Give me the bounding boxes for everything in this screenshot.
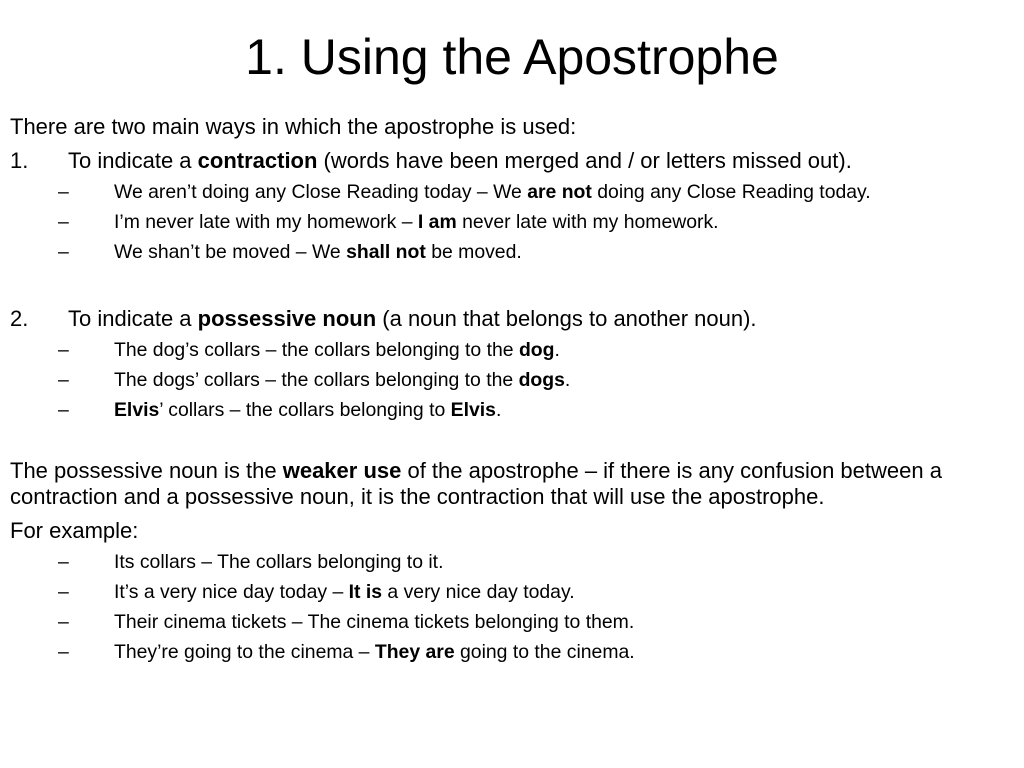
dash-bullet: – xyxy=(58,181,69,203)
example-text: I’m never late with my homework – I am never late with my homework. xyxy=(114,211,719,233)
example-text: The dogs’ collars – the collars belonging to the dogs. xyxy=(114,369,571,391)
example-item xyxy=(10,180,1014,204)
example-item xyxy=(10,210,1014,234)
slide-content xyxy=(10,114,1014,664)
example-text: The dog’s collars – the collars belonging to the dog. xyxy=(114,339,560,361)
example-text: We aren’t doing any Close Reading today – We are not doing any Close Reading today. xyxy=(114,181,871,203)
slide-title: 1. Using the Apostrophe xyxy=(245,29,779,85)
dash-bullet: – xyxy=(58,241,69,263)
example-text: They’re going to the cinema – They are going to the cinema. xyxy=(114,641,635,663)
for-example-label: For example: xyxy=(10,518,139,543)
dash-bullet: – xyxy=(58,581,69,603)
dash-bullet: – xyxy=(58,339,69,361)
item-number: 2. xyxy=(10,306,29,331)
example-text: Their cinema tickets – The cinema tickets belonging to them. xyxy=(114,611,635,633)
example-text: It’s a very nice day today – It is a very nice day today. xyxy=(114,581,575,603)
example-text: Elvis’ collars – the collars belonging to Elvis. xyxy=(114,399,502,421)
example-item xyxy=(10,580,1014,604)
bold-term: weaker use xyxy=(282,458,402,483)
example-item xyxy=(10,398,1014,422)
dash-bullet: – xyxy=(58,399,69,421)
example-text: We shan’t be moved – We shall not be moved. xyxy=(114,241,522,263)
bold-term: possessive noun xyxy=(197,306,377,331)
example-text: Its collars – The collars belonging to it. xyxy=(114,551,444,573)
example-item xyxy=(10,610,1014,634)
example-item xyxy=(10,550,1014,574)
dash-bullet: – xyxy=(58,369,69,391)
item-text: To indicate a possessive noun (a noun that belongs to another noun). xyxy=(68,306,757,331)
numbered-item-possessive xyxy=(10,306,1014,332)
dash-bullet: – xyxy=(58,211,69,233)
weaker-use-paragraph: The possessive noun is the weaker use of the apostrophe – if there is any confusion between a contraction and a possessive noun, it is the contraction that will use the apostrophe. xyxy=(10,458,942,509)
item-text: To indicate a contraction (words have been merged and / or letters missed out). xyxy=(68,148,852,173)
intro-text: There are two main ways in which the apostrophe is used: xyxy=(10,114,577,139)
example-item xyxy=(10,368,1014,392)
dash-bullet: – xyxy=(58,611,69,633)
dash-bullet: – xyxy=(58,551,69,573)
dash-bullet: – xyxy=(58,641,69,663)
example-item xyxy=(10,640,1014,664)
bold-term: contraction xyxy=(197,148,318,173)
example-item xyxy=(10,240,1014,264)
example-item xyxy=(10,338,1014,362)
item-number: 1. xyxy=(10,148,29,173)
numbered-item-contraction xyxy=(10,148,1014,174)
